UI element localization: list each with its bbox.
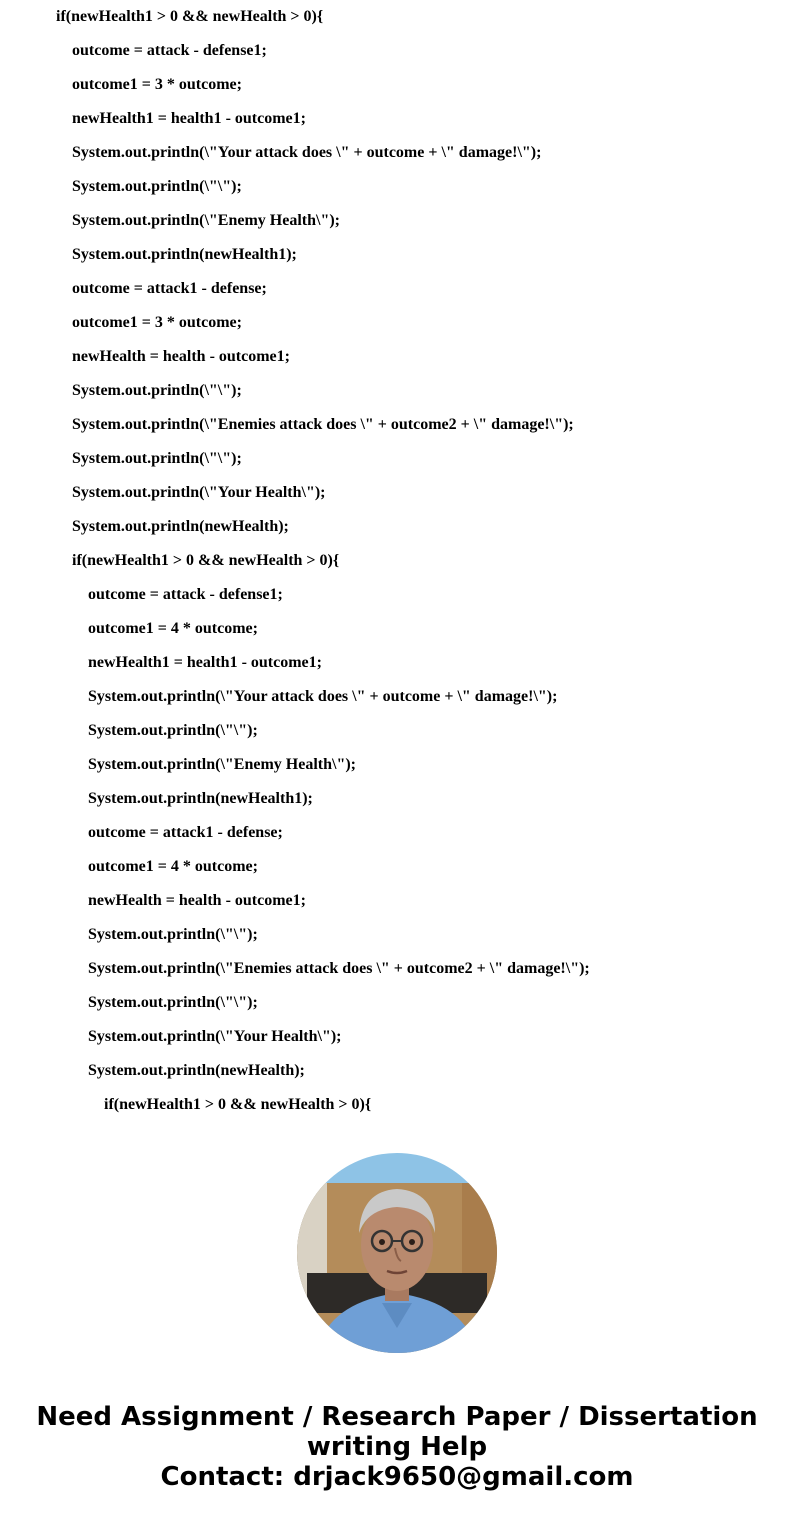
footer-contact: Contact: drjack9650@gmail.com — [160, 1462, 634, 1492]
code-line: if(newHealth1 > 0 && newHealth > 0){ — [72, 552, 340, 569]
code-line: System.out.println(\"Enemies attack does \" + outcome2 + \" damage!\"); — [88, 960, 590, 977]
code-line: System.out.println(\"\"); — [88, 926, 258, 943]
contact-footer — [0, 1402, 794, 1492]
code-line: outcome1 = 3 * outcome; — [72, 314, 242, 331]
code-line: outcome = attack1 - defense; — [72, 280, 267, 297]
footer-headline: Need Assignment / Research Paper / Dissertation — [36, 1402, 758, 1432]
code-line: outcome1 = 4 * outcome; — [88, 858, 258, 875]
code-line: newHealth = health - outcome1; — [88, 892, 306, 909]
code-line: if(newHealth1 > 0 && newHealth > 0){ — [56, 8, 324, 25]
code-line: outcome = attack - defense1; — [88, 586, 283, 603]
code-line: System.out.println(\"Enemy Health\"); — [72, 212, 340, 229]
code-line: System.out.println(newHealth); — [88, 1062, 305, 1079]
code-line: System.out.println(\"Your Health\"); — [88, 1028, 342, 1045]
code-line: System.out.println(newHealth); — [72, 518, 289, 535]
footer-subline: writing Help — [306, 1432, 488, 1462]
code-line: outcome1 = 4 * outcome; — [88, 620, 258, 637]
code-line: System.out.println(\"\"); — [72, 178, 242, 195]
code-line: System.out.println(\"\"); — [88, 994, 258, 1011]
code-line: System.out.println(newHealth1); — [72, 246, 297, 263]
code-line: outcome = attack - defense1; — [72, 42, 267, 59]
code-line: newHealth1 = health1 - outcome1; — [72, 110, 306, 127]
code-line: System.out.println(\"Enemies attack does \" + outcome2 + \" damage!\"); — [72, 416, 574, 433]
code-line: if(newHealth1 > 0 && newHealth > 0){ — [104, 1096, 372, 1113]
code-line: System.out.println(newHealth1); — [88, 790, 313, 807]
code-line: newHealth1 = health1 - outcome1; — [88, 654, 322, 671]
code-line: System.out.println(\"\"); — [72, 450, 242, 467]
author-avatar — [297, 1153, 497, 1353]
code-line: System.out.println(\"Your attack does \" + outcome + \" damage!\"); — [72, 144, 542, 161]
person-photo-icon — [297, 1153, 497, 1353]
code-line: System.out.println(\"Your attack does \" + outcome + \" damage!\"); — [88, 688, 558, 705]
code-line: outcome1 = 3 * outcome; — [72, 76, 242, 93]
code-line: System.out.println(\"Enemy Health\"); — [88, 756, 356, 773]
code-line: outcome = attack1 - defense; — [88, 824, 283, 841]
code-line: System.out.println(\"Your Health\"); — [72, 484, 326, 501]
code-line: System.out.println(\"\"); — [72, 382, 242, 399]
code-line: newHealth = health - outcome1; — [72, 348, 290, 365]
code-line: System.out.println(\"\"); — [88, 722, 258, 739]
